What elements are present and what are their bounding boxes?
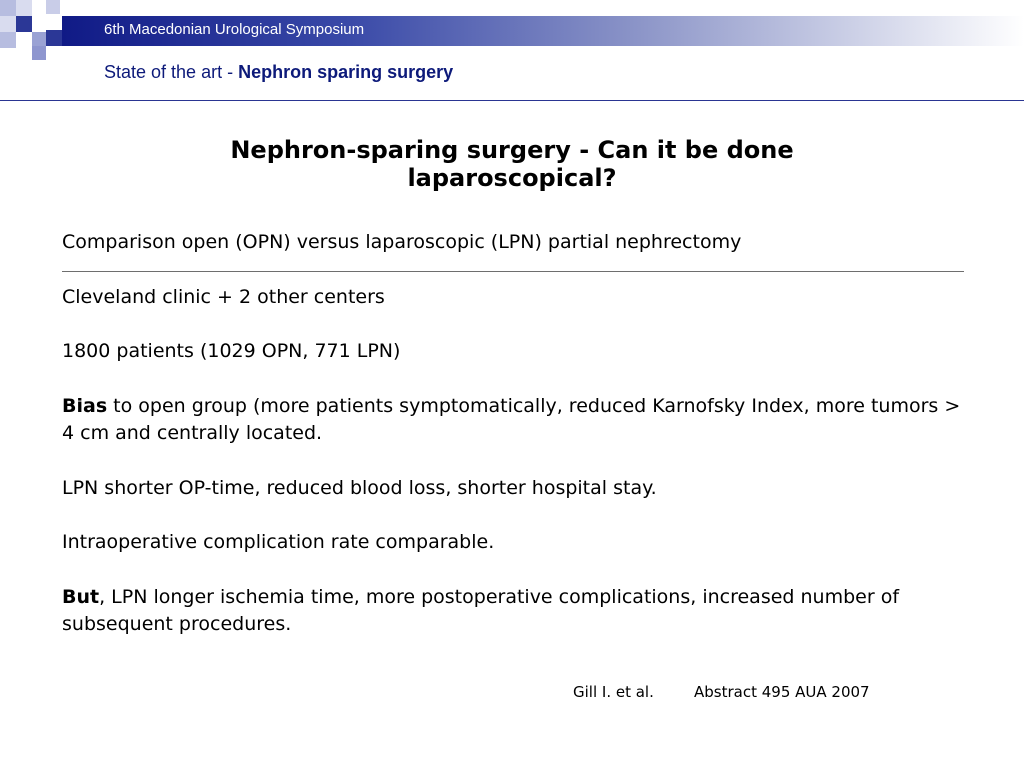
slide-title: Nephron-sparing surgery - Can it be done laparoscopical? — [230, 136, 794, 192]
deco-square — [32, 46, 46, 60]
complication-line: Intraoperative complication rate comparable. — [62, 531, 495, 553]
symposium-title: 6th Macedonian Urological Symposium — [104, 21, 365, 38]
deco-square — [16, 0, 32, 16]
deco-square — [32, 32, 46, 46]
deco-square — [0, 16, 16, 32]
slide-subtitle — [104, 62, 453, 83]
deco-square — [46, 30, 62, 46]
patients-line: 1800 patients (1029 OPN, 771 LPN) — [62, 340, 401, 362]
but-text: , LPN longer ischemia time, more postoperative complications, increased number of subsequent procedures. — [62, 586, 900, 635]
bias-paragraph — [62, 393, 962, 447]
bias-label: Bias — [62, 395, 108, 417]
content-divider — [62, 271, 964, 272]
subtitle-prefix: State of the art - — [104, 62, 239, 82]
deco-square — [0, 0, 16, 16]
citation-author: Gill I. et al. — [573, 683, 654, 701]
centers-line: Cleveland clinic + 2 other centers — [62, 286, 385, 308]
but-label: But — [62, 586, 100, 608]
subtitle-topic: Nephron sparing surgery — [238, 62, 454, 82]
but-paragraph — [62, 584, 962, 638]
deco-square — [16, 16, 32, 32]
citation-source: Abstract 495 AUA 2007 — [694, 683, 870, 701]
deco-square — [0, 32, 16, 48]
bias-text: to open group (more patients symptomatically, reduced Karnofsky Index, more tumors > 4 cm and centrally located. — [62, 395, 961, 444]
deco-square — [46, 0, 60, 14]
header-divider — [0, 100, 1024, 101]
lpn-outcomes-line: LPN shorter OP-time, reduced blood loss, shorter hospital stay. — [62, 477, 657, 499]
comparison-line: Comparison open (OPN) versus laparoscopic (LPN) partial nephrectomy — [62, 231, 742, 253]
